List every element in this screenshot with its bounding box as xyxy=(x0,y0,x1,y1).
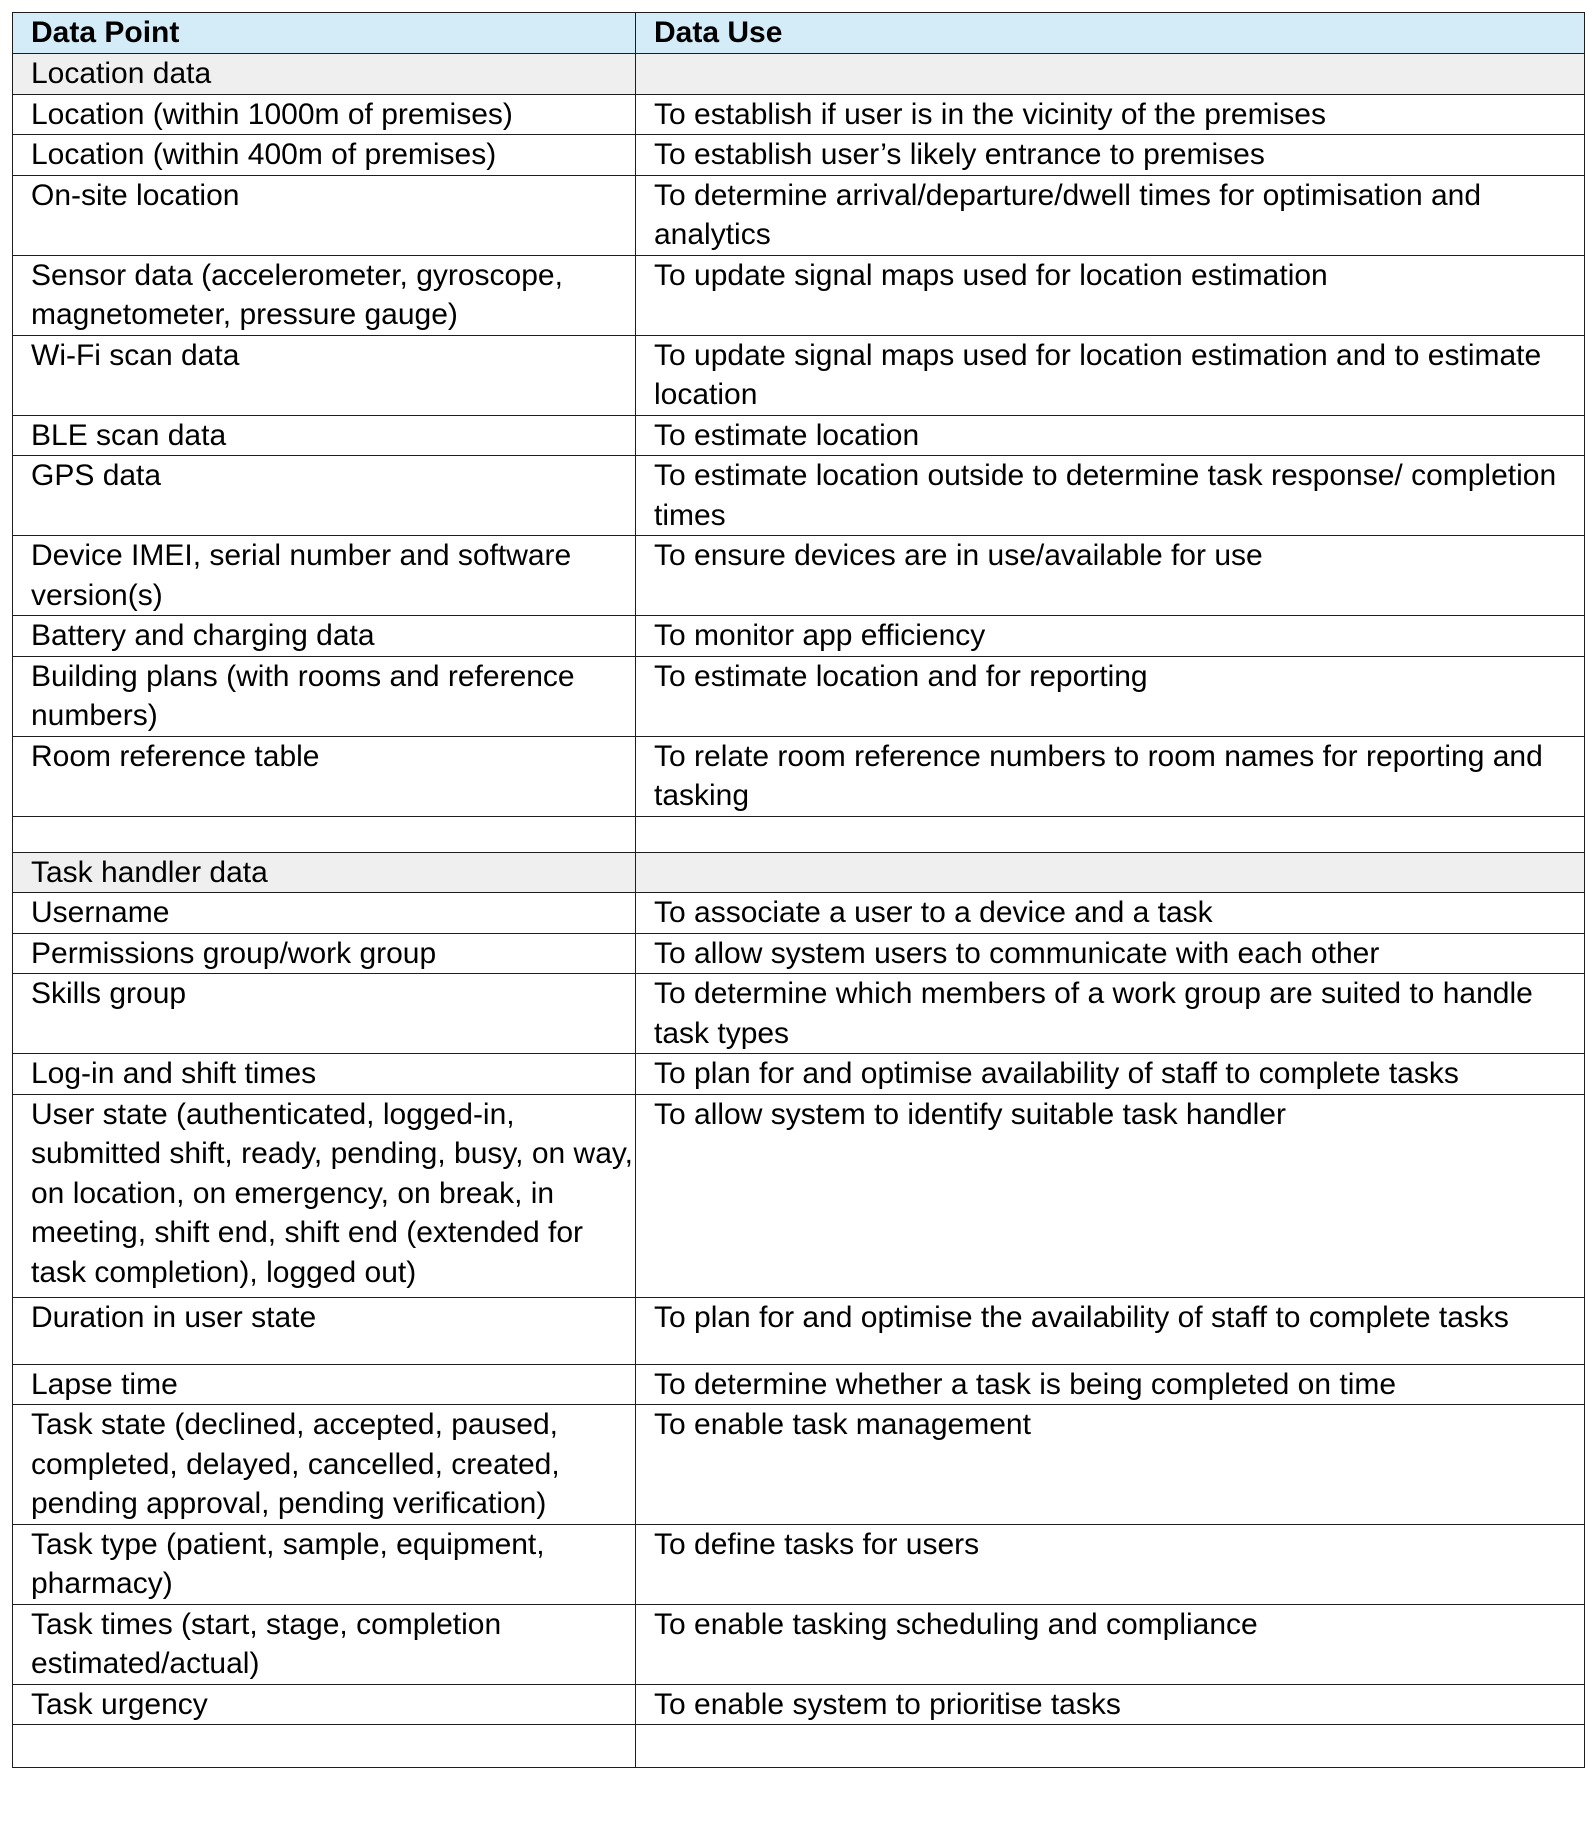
table-row xyxy=(13,893,1585,934)
table-row xyxy=(13,255,1585,335)
data-use-cell: To determine which members of a work group are suited to handle task types xyxy=(636,974,1585,1054)
data-use-cell xyxy=(636,1725,1585,1768)
data-point-cell: Duration in user state xyxy=(13,1297,636,1364)
table-body xyxy=(13,53,1585,1768)
table-row xyxy=(13,933,1585,974)
data-use-cell: To update signal maps used for location estimation and to estimate location xyxy=(636,335,1585,415)
table-row xyxy=(13,1604,1585,1684)
data-use-cell xyxy=(636,53,1585,94)
data-use-cell xyxy=(636,852,1585,893)
data-use-cell: To associate a user to a device and a task xyxy=(636,893,1585,934)
data-use-cell: To estimate location and for reporting xyxy=(636,656,1585,736)
table-row xyxy=(13,1364,1585,1405)
data-point-cell: User state (authenticated, logged-in, submitted shift, ready, pending, busy, on way, on location, on emergency, on break, in meeting, shift end, shift end (extended for task completion), logged out) xyxy=(13,1094,636,1297)
data-use-cell: To establish if user is in the vicinity of the premises xyxy=(636,94,1585,135)
table-row xyxy=(13,1094,1585,1297)
data-point-cell: Battery and charging data xyxy=(13,616,636,657)
data-point-cell: Task type (patient, sample, equipment, pharmacy) xyxy=(13,1524,636,1604)
data-use-cell: To enable tasking scheduling and compliance xyxy=(636,1604,1585,1684)
data-point-cell: Task urgency xyxy=(13,1684,636,1725)
data-point-cell xyxy=(13,1725,636,1768)
data-point-cell: Skills group xyxy=(13,974,636,1054)
table-row xyxy=(13,536,1585,616)
table-row xyxy=(13,456,1585,536)
data-use-cell: To plan for and optimise the availability of staff to complete tasks xyxy=(636,1297,1585,1364)
data-use-cell: To allow system users to communicate with each other xyxy=(636,933,1585,974)
data-point-cell: Location (within 1000m of premises) xyxy=(13,94,636,135)
data-point-cell: Task times (start, stage, completion estimated/actual) xyxy=(13,1604,636,1684)
data-use-cell: To estimate location outside to determine task response/ completion times xyxy=(636,456,1585,536)
data-use-cell: To determine arrival/departure/dwell times for optimisation and analytics xyxy=(636,175,1585,255)
data-use-cell: To determine whether a task is being completed on time xyxy=(636,1364,1585,1405)
data-use-cell: To define tasks for users xyxy=(636,1524,1585,1604)
table-row xyxy=(13,616,1585,657)
data-use-cell: To update signal maps used for location estimation xyxy=(636,255,1585,335)
data-use-cell: To monitor app efficiency xyxy=(636,616,1585,657)
blank-row xyxy=(13,816,1585,852)
data-use-cell xyxy=(636,816,1585,852)
data-point-cell: GPS data xyxy=(13,456,636,536)
data-point-cell: Sensor data (accelerometer, gyroscope, magnetometer, pressure gauge) xyxy=(13,255,636,335)
data-point-cell: Lapse time xyxy=(13,1364,636,1405)
data-use-cell: To plan for and optimise availability of staff to complete tasks xyxy=(636,1054,1585,1095)
table-row xyxy=(13,1297,1585,1364)
data-point-cell: Username xyxy=(13,893,636,934)
data-use-cell: To estimate location xyxy=(636,415,1585,456)
data-use-cell: To relate room reference numbers to room names for reporting and tasking xyxy=(636,736,1585,816)
data-use-cell: To establish user’s likely entrance to premises xyxy=(636,135,1585,176)
table-row xyxy=(13,135,1585,176)
table-row xyxy=(13,415,1585,456)
data-use-cell: To ensure devices are in use/available for use xyxy=(636,536,1585,616)
data-point-cell: BLE scan data xyxy=(13,415,636,456)
table-row xyxy=(13,1405,1585,1525)
data-use-table xyxy=(12,12,1585,1768)
header-data-use: Data Use xyxy=(636,13,1585,54)
data-point-cell: Permissions group/work group xyxy=(13,933,636,974)
data-point-cell: Location data xyxy=(13,53,636,94)
table-row xyxy=(13,335,1585,415)
header-data-point: Data Point xyxy=(13,13,636,54)
section-row xyxy=(13,53,1585,94)
table-header-row xyxy=(13,13,1585,54)
data-point-cell: Task handler data xyxy=(13,852,636,893)
table-row xyxy=(13,94,1585,135)
table-row xyxy=(13,1054,1585,1095)
table-row xyxy=(13,736,1585,816)
data-point-cell: Task state (declined, accepted, paused, completed, delayed, cancelled, created, pending approval, pending verification) xyxy=(13,1405,636,1525)
data-point-cell: Log-in and shift times xyxy=(13,1054,636,1095)
data-point-cell: Location (within 400m of premises) xyxy=(13,135,636,176)
data-use-cell: To allow system to identify suitable task handler xyxy=(636,1094,1585,1297)
data-point-cell: Building plans (with rooms and reference numbers) xyxy=(13,656,636,736)
table-row xyxy=(13,1524,1585,1604)
data-point-cell: Device IMEI, serial number and software version(s) xyxy=(13,536,636,616)
data-point-cell: On-site location xyxy=(13,175,636,255)
data-point-cell: Wi-Fi scan data xyxy=(13,335,636,415)
table-row xyxy=(13,175,1585,255)
table-row xyxy=(13,1684,1585,1725)
data-use-cell: To enable system to prioritise tasks xyxy=(636,1684,1585,1725)
data-use-cell: To enable task management xyxy=(636,1405,1585,1525)
table-row xyxy=(13,656,1585,736)
blank-row xyxy=(13,1725,1585,1768)
data-point-cell: Room reference table xyxy=(13,736,636,816)
table-row xyxy=(13,974,1585,1054)
section-row xyxy=(13,852,1585,893)
data-point-cell xyxy=(13,816,636,852)
